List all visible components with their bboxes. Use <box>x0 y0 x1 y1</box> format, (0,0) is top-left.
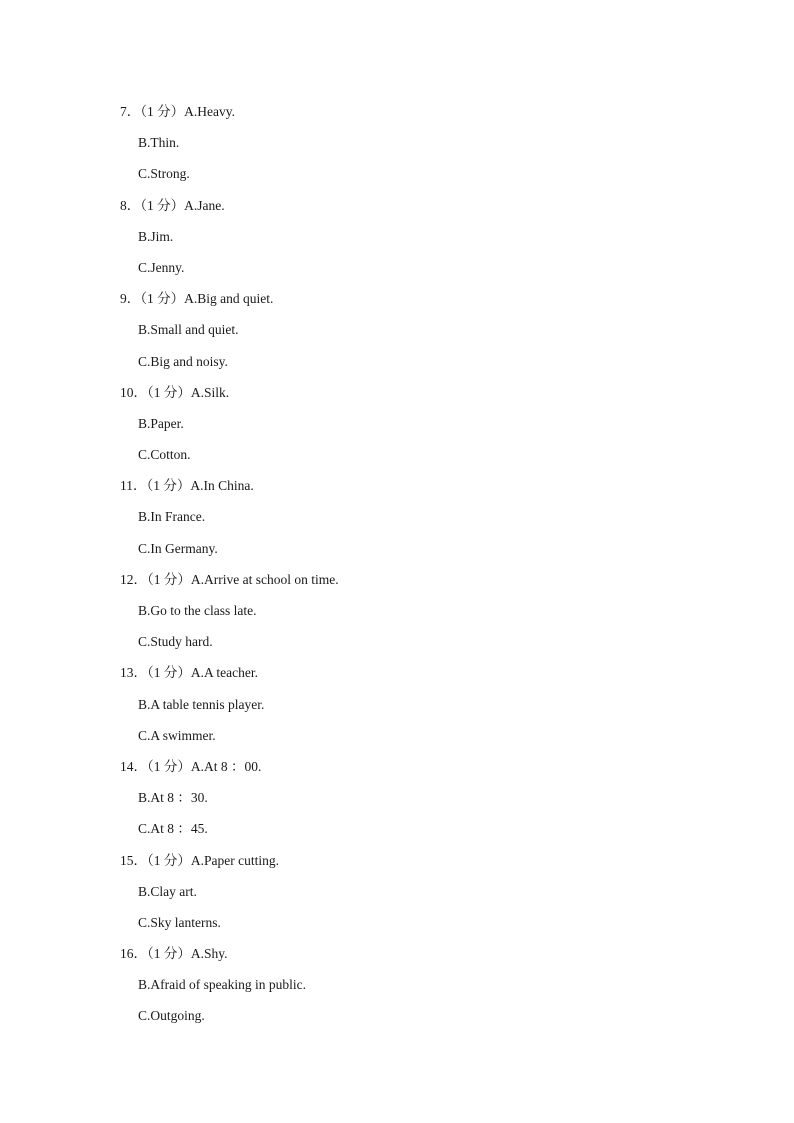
question-10 <box>120 381 740 412</box>
option-b: B.Jim. <box>138 228 174 244</box>
question-score: （1 分） <box>147 946 191 962</box>
question-8 <box>120 194 740 225</box>
question-score: （1 分） <box>146 478 191 494</box>
question-score: （1 分） <box>140 291 185 307</box>
option-b: B.Afraid of speaking in public. <box>138 977 306 993</box>
question-9 <box>120 287 740 318</box>
question-number: 10． <box>120 384 147 400</box>
option-b: B.Paper. <box>138 415 184 431</box>
option-a: A.Silk. <box>190 384 230 400</box>
option-b: B.In France. <box>138 509 206 525</box>
option-c: C.Cotton. <box>138 447 191 463</box>
question-12 <box>120 568 740 599</box>
option-c: C.Jenny. <box>138 259 185 275</box>
question-number: 7． <box>120 104 141 119</box>
option-c: C.Strong. <box>138 166 190 182</box>
option-a: A.In China. <box>190 478 254 494</box>
option-a: A.Jane. <box>184 197 225 213</box>
question-13 <box>120 661 740 692</box>
question-number: 12． <box>120 571 147 587</box>
question-score: （1 分） <box>147 758 191 774</box>
question-score: （1 分） <box>140 104 185 119</box>
question-score: （1 分） <box>140 197 185 213</box>
option-c: C.In Germany. <box>138 540 218 556</box>
question-score: （1 分） <box>147 571 191 587</box>
option-a: A.Big and quiet. <box>184 291 274 307</box>
question-score: （1 分） <box>147 384 191 400</box>
option-b: B.Small and quiet. <box>138 322 239 338</box>
option-b: B.Go to the class late. <box>138 603 257 618</box>
question-number: 16． <box>120 946 147 962</box>
option-b: B.Thin. <box>138 135 180 151</box>
question-11 <box>120 474 740 505</box>
question-list <box>120 100 740 1036</box>
option-a: A.A teacher. <box>190 665 258 681</box>
option-b: B.Clay art. <box>138 883 197 899</box>
option-c: C.Big and noisy. <box>138 353 228 369</box>
option-a: A.Paper cutting. <box>190 852 279 868</box>
question-number: 14． <box>120 758 147 774</box>
question-number: 9． <box>120 291 141 307</box>
option-b: B.At 8 ：30. <box>138 790 208 806</box>
option-c: C.Outgoing. <box>138 1008 205 1024</box>
option-c: C.At 8 ：45. <box>138 821 208 837</box>
question-score: （1 分） <box>147 852 191 868</box>
option-a: A.Arrive at school on time. <box>190 571 339 587</box>
option-a: A.Shy. <box>190 946 228 962</box>
option-c: C.Sky lanterns. <box>138 914 221 930</box>
question-16 <box>120 942 740 973</box>
question-score: （1 分） <box>147 665 191 681</box>
option-b: B.A table tennis player. <box>138 696 265 712</box>
option-c: C.A swimmer. <box>138 727 216 743</box>
question-14 <box>120 755 740 786</box>
question-number: 15． <box>120 852 147 868</box>
question-number: 13． <box>120 665 147 681</box>
question-number: 8． <box>120 197 141 213</box>
option-a: A.Heavy. <box>184 104 235 119</box>
question-7 <box>120 100 740 131</box>
option-a: A.At 8 ：00. <box>190 758 262 774</box>
option-c: C.Study hard. <box>138 634 213 650</box>
question-15 <box>120 849 740 880</box>
question-number: 11． <box>120 478 147 494</box>
